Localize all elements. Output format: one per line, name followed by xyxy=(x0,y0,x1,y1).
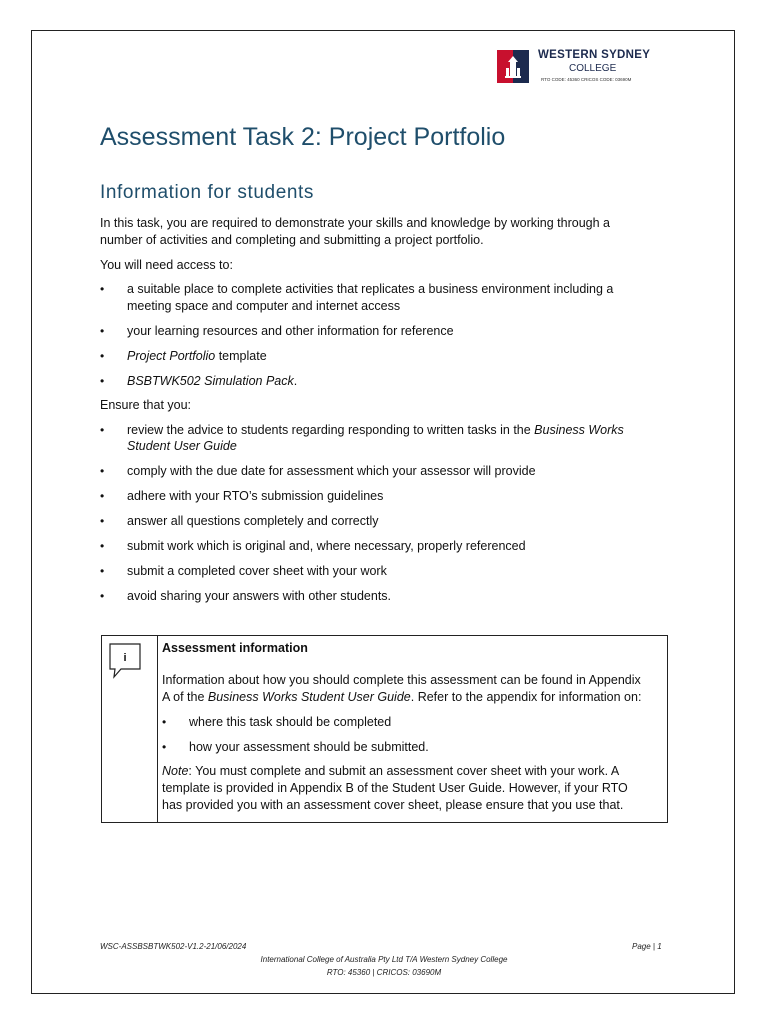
bullet-icon: • xyxy=(100,564,105,578)
bullet-icon: • xyxy=(162,740,167,754)
bullet-icon: • xyxy=(100,349,105,363)
bullet-icon: • xyxy=(100,324,105,338)
logo-name-line2: COLLEGE xyxy=(569,63,617,74)
info-speech-bubble-icon xyxy=(109,643,141,679)
page-title: Assessment Task 2: Project Portfolio xyxy=(100,123,506,151)
bullet-icon: • xyxy=(100,539,105,553)
svg-text:i: i xyxy=(123,652,127,664)
list-item-continuation: meeting space and computer and internet access xyxy=(127,299,401,313)
bullet-icon: • xyxy=(100,374,105,388)
footer-company: International College of Australia Pty Ltd T/A Western Sydney College xyxy=(260,955,508,964)
logo-name-line1: WESTERN SYDNEY xyxy=(538,49,651,61)
page-border xyxy=(31,30,735,994)
bullet-icon: • xyxy=(100,464,105,478)
bullet-icon: • xyxy=(100,489,105,503)
info-box-note-line-2: template is provided in Appendix B of the Student User Guide. However, if your RTO xyxy=(162,781,628,795)
list-item-continuation: Student User Guide xyxy=(127,439,237,453)
section-subtitle: Information for students xyxy=(100,182,315,203)
bullet-icon: • xyxy=(100,589,105,603)
info-box-heading: Assessment information xyxy=(162,641,308,655)
intro-line-1: In this task, you are required to demonstrate your skills and knowledge by working through a xyxy=(100,216,610,230)
bullet-icon: • xyxy=(100,282,105,296)
footer-registration: RTO: 45360 | CRICOS: 03690M xyxy=(326,968,442,977)
logo-codes: RTO CODE: 45360 CRICOS CODE: 03690M xyxy=(541,77,632,82)
info-box-note-line-1: Note: You must complete and submit an assessment cover sheet with your work. A xyxy=(162,764,620,778)
college-crest-icon xyxy=(497,50,529,83)
bullet-icon: • xyxy=(100,423,105,437)
bullet-icon: • xyxy=(100,514,105,528)
info-box-note-line-3: has provided you with an assessment cover sheet, please ensure that you use that. xyxy=(162,798,624,812)
bullet-icon: • xyxy=(162,715,167,729)
footer-page-number: Page | 1 xyxy=(632,942,662,951)
info-box-para-line-1: Information about how you should complete this assessment can be found in Appendix xyxy=(162,673,641,687)
access-heading: You will need access to: xyxy=(100,258,233,272)
box-divider xyxy=(157,636,158,822)
info-box-para-line-2: A of the Business Works Student User Guide. Refer to the appendix for information on: xyxy=(162,690,642,704)
intro-line-2: number of activities and completing and submitting a project portfolio. xyxy=(100,233,484,247)
footer-doc-code: WSC-ASSBSBTWK502-V1.2-21/06/2024 xyxy=(100,942,247,951)
college-logo xyxy=(497,47,667,87)
ensure-heading: Ensure that you: xyxy=(100,398,192,412)
